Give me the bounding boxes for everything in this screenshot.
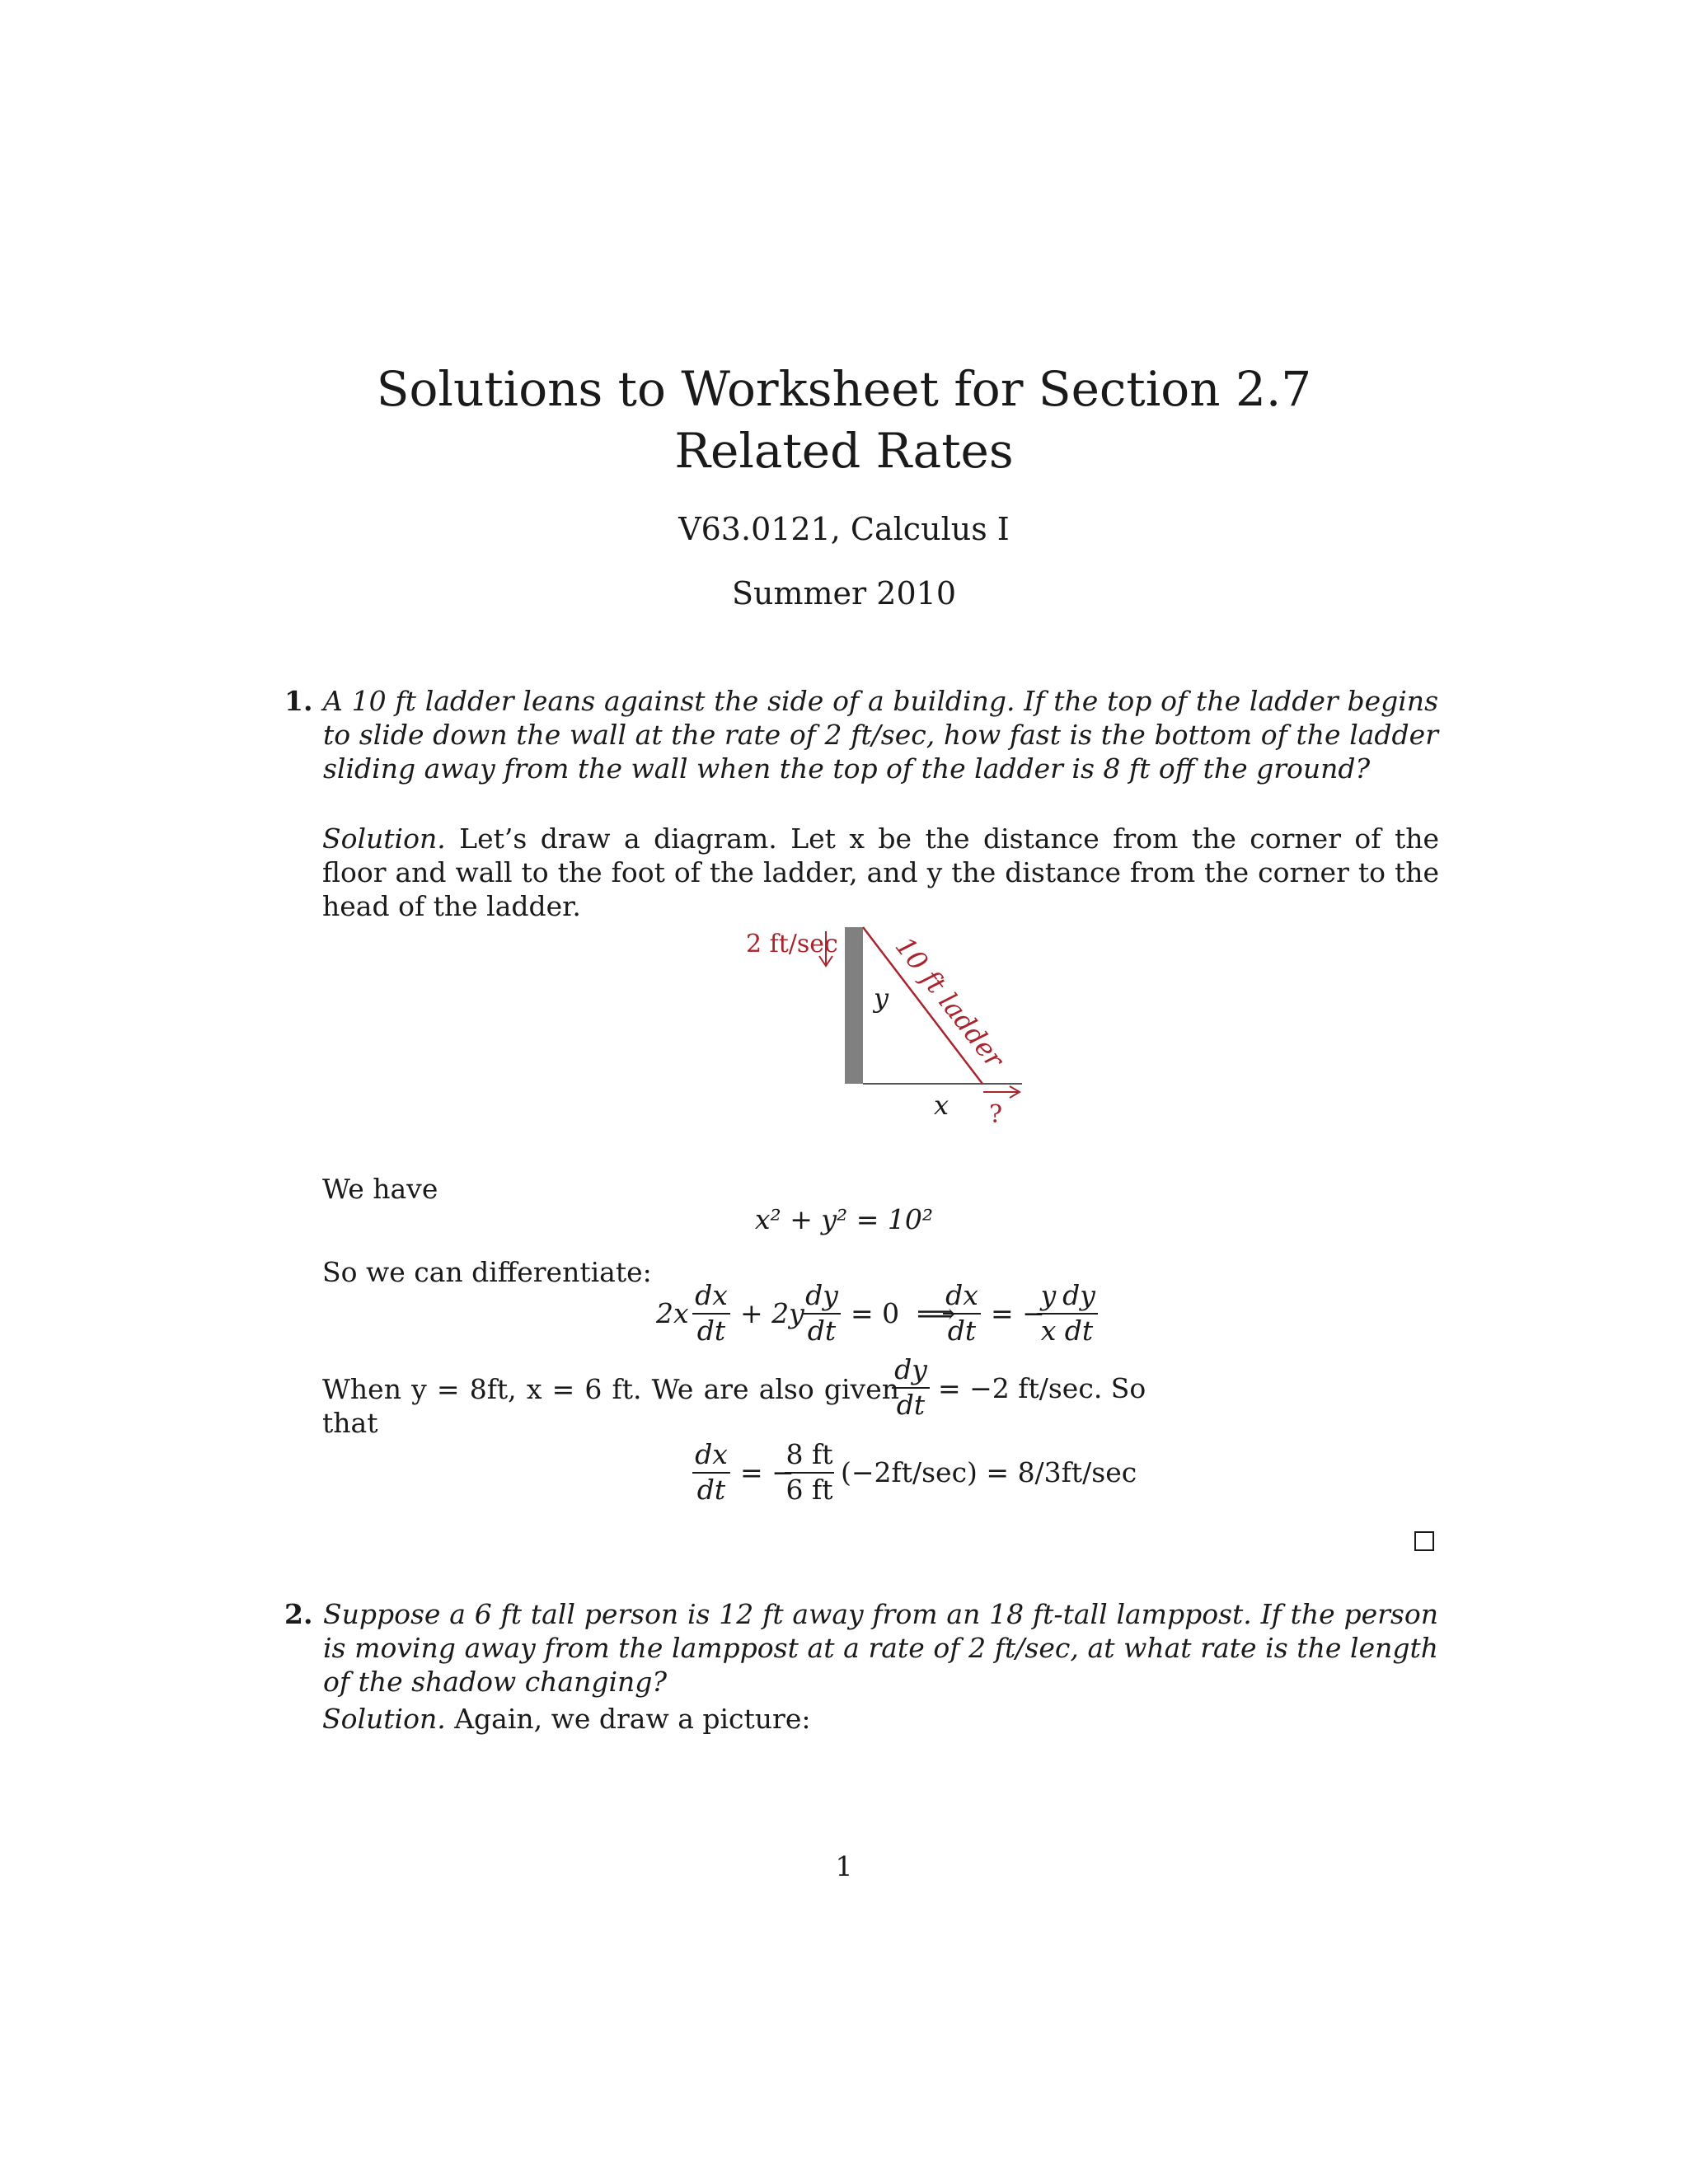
problem-number: 1. (284, 685, 313, 717)
frac-den: dt (1060, 1313, 1098, 1347)
eq-term-2x: 2x (656, 1297, 689, 1329)
solution-2-intro (322, 1702, 1439, 1736)
frac-num: 8 ft (785, 1438, 833, 1470)
pythagorean-equation: x² + y² = 10² (754, 1203, 934, 1235)
solution-1-intro (322, 822, 1439, 923)
frac-dx-dt-2 (943, 1279, 981, 1347)
problem-number: 2. (284, 1598, 313, 1630)
frac-dx-dt (692, 1279, 730, 1347)
problem-text: Suppose a 6 ft tall person is 12 ft away from an 18 ft-tall lamppost. If the person is moving away from the lamppost at a rate of 2 ft/sec, at what rate is the length of the shadow changing? (323, 1598, 1438, 1698)
ladder-label: 10 ft ladder (889, 930, 1010, 1074)
eq-equals-minus: = − (991, 1297, 1045, 1329)
page-title (0, 359, 1688, 482)
ladder-diagram (725, 915, 1055, 1154)
frac-num: dx (945, 1279, 978, 1311)
frac-den: dt (943, 1313, 981, 1347)
frac-num: dx (695, 1438, 728, 1470)
eq-term-2y: + 2y (740, 1297, 804, 1329)
frac-8ft-6ft (785, 1438, 834, 1506)
x-label: x (934, 1090, 950, 1121)
problem-2 (284, 1597, 1438, 1699)
title-line-1: Solutions to Worksheet for Section 2.7 (376, 361, 1312, 417)
problem-text: A 10 ft ladder leans against the side of a building. If the top of the ladder begins to slide down the wall at the rate of 2 ft/sec, how fast is the bottom of the ladder sliding away from the wall when the top of the ladder is 8 ft off the ground? (323, 685, 1438, 785)
course-name: V63.0121, Calculus I (678, 511, 1010, 547)
wall (845, 927, 863, 1084)
frac-num: dx (695, 1279, 728, 1311)
title-line-2: Related Rates (674, 423, 1014, 479)
frac-dy-dt-2 (1060, 1279, 1098, 1347)
we-have-text: We have (322, 1173, 438, 1205)
term: Summer 2010 (731, 575, 956, 612)
frac-den: dt (803, 1313, 841, 1347)
solution-label: Solution. (322, 823, 446, 855)
eq-equals-minus: = − (740, 1456, 795, 1488)
solution-text: Again, we draw a picture: (454, 1703, 811, 1735)
eq-result: (−2ft/sec) = 8/3ft/sec (841, 1456, 1137, 1488)
frac-num: dy (805, 1279, 838, 1311)
frac-dy-dt (803, 1279, 841, 1347)
qed-box (1414, 1531, 1434, 1551)
differentiate-text: So we can differentiate: (322, 1256, 652, 1288)
page-number: 1 (835, 1850, 853, 1882)
frac-y-x (1037, 1279, 1060, 1347)
frac-den: dt (892, 1387, 930, 1421)
frac-den: dt (692, 1472, 730, 1506)
solution-text: Let’s draw a diagram. Let x be the distance from the corner of the floor and wall to the foot of the ladder, and y the distance from the corner to the head of the ladder. (322, 823, 1439, 922)
given-rhs: = −2 ft/sec. So (938, 1372, 1146, 1404)
frac-den: x (1037, 1313, 1060, 1347)
frac-dx-dt-final (692, 1438, 730, 1506)
eq-zero-implies: = 0 ⟹ (851, 1297, 956, 1329)
frac-dy-dt-given (892, 1353, 930, 1421)
frac-den: 6 ft (785, 1474, 833, 1506)
frac-num: y (1040, 1279, 1057, 1311)
problem-1 (284, 684, 1438, 785)
solution-label: Solution. (322, 1703, 446, 1735)
rate-label: 2 ft/sec (746, 930, 838, 958)
differentiated-equation (656, 1279, 1118, 1345)
unknown-label: ? (989, 1100, 1003, 1129)
frac-den: dt (692, 1313, 730, 1347)
frac-num: dy (894, 1353, 927, 1385)
y-label: y (874, 982, 889, 1014)
when-text: When y = 8ft, x = 6 ft. We are also given that (322, 1373, 899, 1439)
frac-num: dy (1062, 1279, 1095, 1311)
final-equation (692, 1438, 1137, 1512)
